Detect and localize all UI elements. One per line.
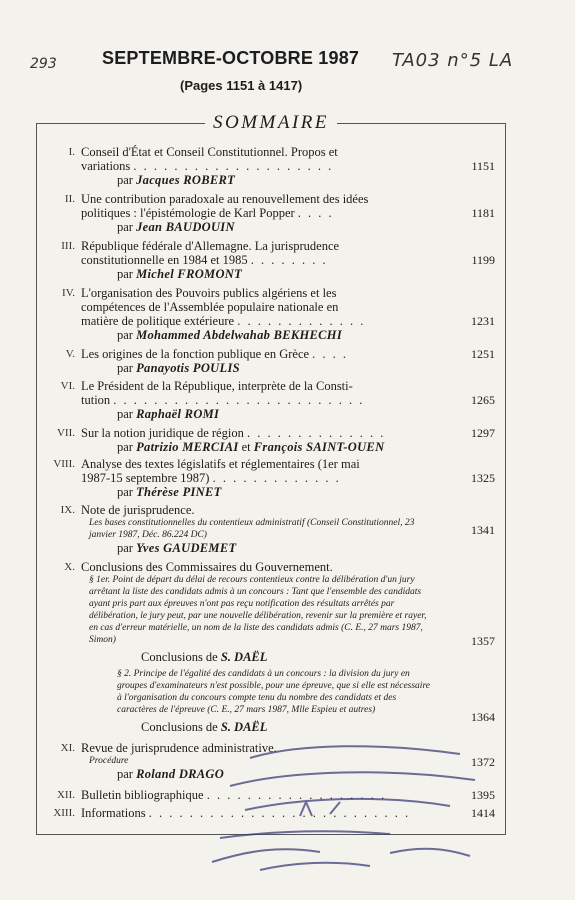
author-name: Jean BAUDOUIN [136, 220, 235, 234]
author-name: Roland DRAGO [136, 767, 225, 781]
author-name: Mohammed Abdelwahab BEKHECHI [136, 328, 342, 342]
page-number: 1251 [471, 347, 495, 361]
page-number: 1325 [471, 471, 495, 485]
page-number: 1341 [471, 523, 495, 537]
page-number: 1265 [471, 393, 495, 407]
author-name: Patrizio MERCIAI [136, 440, 239, 454]
page-number: 1231 [471, 314, 495, 328]
sommaire-frame: SOMMAIRE I. Conseil d'État et Conseil Constitutionnel. Propos et variations . . . . . . . . . . . . . . . . . . . . par Jacques ROBERT 1151 II. Une contribution paradoxale au renouvellement des idées politiques : l'épistémologie de Karl Popper . . . . par Jean BAUDOUIN 1181 III. République fédérale d'Allemagne. La jurisprudence constitutionnelle en 1984 et 1985 . . . . . . . . par Michel FROMONT 1199 IV. L'organisation des Pouvoirs publics algériens et les compétences de l'Assemblée populaire nationale en matière de politique extérieure . . . . . . . . . . . . . par Mohammed Abdelwahab BEKHECHI 1231 V. Les origines de la fonction publique en Grèce . . . . par Panayotis POULIS 1251 VI. Le Président de la République, interprète de la Consti- tution . . . . . . . . . . . . . . . . . . . . . . . . . par Raphaël ROMI 1265 VII. Sur la notion juridique de région . . . . . . . . . . . . . . par Patrizio MERCIAI et François SAINT-OUEN 1297 VIII. Analyse des textes législatifs et réglementaires (1er mai 1987-15 septembre 1987) . . . . . . . . . . . . . par Thérèse PINET 1325 IX. Note de jurisprudence. Les bases constitutionnelles du contentieux administratif (Conseil Constitutionnel, 23 janvier 1987, Déc. 86.224 DC) par Yves GAUDEMET 1341 X. Conclusions des Commissaires du Gouvernement. § 1er. Point de départ du délai de recours contentieux contre la délibération d'un jury arrêtant la liste des candidats admis à un concours : Tant que l'ensemble des candidats ayant pris part aux épreuves n'ont pas reçu notification des résultats arrêtés par délibération, le jury peut, par une nouvelle délibération, revenir sur la première et rayer, en cas d'erreur matérielle, un nom de la liste des candidats admis (C. E., 27 mars 1987, Simon) 1357 Conclusions de S. DAËL § 2. Principe de l'égalité des candidats à un concours : la division du jury en groupes d'examinateurs n'est possible, pour une épreuve, que si elle est nécessaire à l'organisation du concours compte tenu du nombre des candidats et des caractères de l'épreuve (C. E., 27 mars 1987, Mlle Espieu et autres) 1364 Conclusions de S. DAËL XI. Revue de jurisprudence administrative. Procédure par Roland DRAGO 1372 XII. Bulletin bibliographique . . . . . . . . . . . . . . . . . . 1395 XIII. Informations . . . . . . . . . . . . . . . . . . . . . . . . . . 1414 [36, 123, 506, 835]
author-name: Panayotis POULIS [136, 361, 240, 375]
page-number: 1199 [471, 253, 495, 267]
author-name: Thérèse PINET [136, 485, 222, 499]
page-number: 1372 [471, 755, 495, 769]
page-number: 1297 [471, 426, 495, 440]
author-name: Michel FROMONT [136, 267, 243, 281]
author-name: Jacques ROBERT [136, 173, 236, 187]
page-number: 1395 [471, 788, 495, 802]
handwritten-number: 293 [30, 56, 57, 72]
author-name: S. DAËL [220, 650, 268, 664]
author-name: Yves GAUDEMET [136, 541, 237, 555]
page-range: (Pages 1151 à 1417) [180, 78, 303, 93]
library-stamp [190, 738, 480, 898]
issue-title: SEPTEMBRE-OCTOBRE 1987 [102, 48, 360, 68]
page-number: 1181 [471, 206, 495, 220]
author-name: S. DAËL [220, 720, 268, 734]
page-number: 1414 [471, 806, 495, 820]
subsection-1: § 1er. Point de départ du délai de recours contentieux contre la délibération d'un jury arrêtant la liste des candidats admis à un concours : Tant que l'ensemble des candidats ayant pris part aux épreuves n'ont pas reçu notification des résultats arrêtés par délibération, le jury peut, par une nouvelle délibération, revenir sur la première et rayer, en cas d'erreur matérielle, un nom de la liste des candidats admis (C. E., 27 mars 1987, Simon) [89, 575, 427, 645]
handwritten-reference: TA03 n°5 LA [392, 50, 514, 71]
subsection-2: § 2. Principe de l'égalité des candidats à un concours : la division du jury en groupes d'examinateurs n'est possible, pour une épreuve, que si elle est nécessaire à l'organisation du concours compte tenu du nombre des candidats et des caractères de l'épreuve (C. E., 27 mars 1987, Mlle Espieu et autres) [117, 669, 431, 715]
page-number: 1151 [471, 159, 495, 173]
author-name: Raphaël ROMI [136, 407, 220, 421]
page-number: 1357 [471, 634, 495, 648]
page-number: 1364 [471, 710, 495, 724]
author-name: François SAINT-OUEN [253, 440, 385, 454]
sommaire-heading: SOMMAIRE [37, 112, 505, 134]
